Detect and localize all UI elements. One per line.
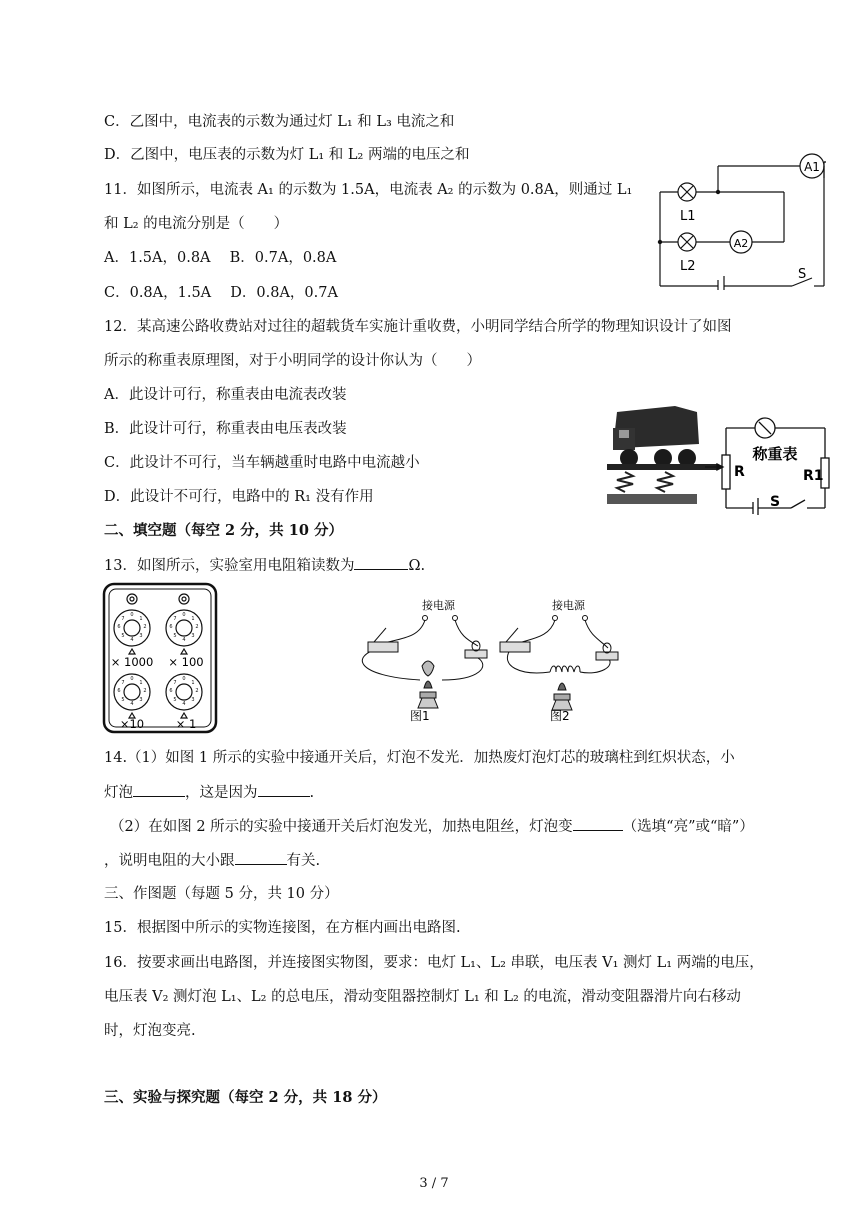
svg-text:6: 6 [169,624,173,630]
svg-text:5: 5 [121,697,125,703]
svg-text:1: 1 [191,680,195,686]
q16-stem-cont: 电压表 V₂ 测灯泡 L₁、L₂ 的总电压，滑动变阻器控制灯 L₁ 和 L₂ 的电流，滑动变阻器滑片向右移动 [104,989,741,1005]
svg-text:0: 0 [130,612,134,618]
fig2-caption: 图2 [550,709,570,723]
q14-text-b: ，这是因为 [185,785,258,801]
svg-text:4: 4 [182,637,186,643]
svg-text:2: 2 [143,688,147,694]
svg-text:3: 3 [191,633,195,639]
q12-option-b: B．此设计可行，称重表由电压表改装 [104,421,347,437]
svg-text:3: 3 [191,697,195,703]
q14-part2-cont [104,850,320,871]
svg-text:5: 5 [173,697,177,703]
q14-experiment-diagrams [350,596,630,726]
svg-text:0: 0 [182,612,186,618]
svg-text:0: 0 [182,676,186,682]
q14-text-f: ，说明电阻的大小跟 [104,853,235,869]
fig1-power-label: 接电源 [422,599,455,612]
svg-text:7: 7 [173,616,177,622]
dial-x1-label: × 1 [175,717,197,731]
svg-text:7: 7 [173,680,177,686]
lamp-l1-label: L1 [680,209,696,224]
svg-text:4: 4 [130,701,134,707]
q15-stem: 15．根据图中所示的实物连接图，在方框内画出电路图. [104,920,461,936]
q14-part2 [110,816,754,837]
ammeter-a1-label: A1 [804,160,820,174]
q14-text-a: 灯泡 [104,785,133,801]
q16-stem: 16．按要求画出电路图，并连接图实物图，要求：电灯 L₁、L₂ 串联，电压表 V₁ 测灯 L₁ 两端的电压， [104,955,764,971]
q11-circuit-diagram [652,150,832,290]
fig2-power-label: 接电源 [552,599,585,612]
q16-stem-cont2: 时，灯泡变亮. [104,1023,196,1039]
q11-stem-cont: 和 L₂ 的电流分别是（ ） [104,216,289,232]
q14-blank-2[interactable] [258,782,310,797]
q14-part1: 14.（1）如图 1 所示的实验中接通开关后，灯泡不发光．加热废灯泡灯芯的玻璃柱到红炽状态，小 [104,750,735,766]
svg-text:4: 4 [130,637,134,643]
switch-s-label: S [798,267,807,282]
svg-text:4: 4 [182,701,186,707]
dial-x1000-label: × 1000 [110,655,154,669]
q14-blank-3[interactable] [573,816,623,831]
svg-text:2: 2 [195,624,199,630]
q11-stem: 11．如图所示，电流表 A₁ 的示数为 1.5A，电流表 A₂ 的示数为 0.8A，则通过 L₁ [104,182,633,198]
q13-text: 13．如图所示，实验室用电阻箱读数为 [104,558,355,574]
resistance-box-diagram [102,582,218,734]
meter-label: 称重表 [752,445,798,463]
section-2-heading: 二、填空题（每空 2 分，共 10 分） [104,522,343,539]
q11-options-ab: A．1.5A，0.8A B．0.7A，0.8A [104,250,337,266]
page-number: 3 / 7 [419,1176,449,1191]
svg-text:3: 3 [139,697,143,703]
dial-x10-label: ×10 [119,717,145,731]
svg-text:6: 6 [117,688,121,694]
resistor-r-label: R [734,464,745,480]
svg-text:7: 7 [121,616,125,622]
q14-text-d: （2）在如图 2 所示的实验中接通开关后灯泡发光，加热电阻丝，灯泡变 [110,819,573,835]
svg-text:2: 2 [143,624,147,630]
q12-weighing-meter-diagram [605,400,837,515]
q12-stem-cont: 所示的称重表原理图，对于小明同学的设计你认为（ ） [104,353,481,369]
q14-blank-4[interactable] [235,850,287,865]
q14-text-e: （选填“亮”或“暗”） [622,819,754,835]
lamp-l2-label: L2 [680,259,696,274]
dial-x100-label: × 100 [168,655,204,669]
q14-text-c: . [309,785,315,801]
q13-blank[interactable] [354,555,408,570]
q13-stem [104,555,425,576]
section-4-heading: 三、实验与探究题（每空 2 分，共 18 分） [104,1089,387,1106]
q10-option-d: D．乙图中，电压表的示数为灯 L₁ 和 L₂ 两端的电压之和 [104,147,470,163]
q12-option-d: D．此设计不可行，电路中的 R₁ 没有作用 [104,489,374,505]
fig1-caption: 图1 [410,709,430,723]
svg-text:6: 6 [117,624,121,630]
q12-option-c: C．此设计不可行，当车辆越重时电路中电流越小 [104,455,420,471]
svg-text:1: 1 [139,616,143,622]
svg-text:6: 6 [169,688,173,694]
svg-text:7: 7 [121,680,125,686]
resistor-r1-label: R1 [803,468,824,484]
q12-stem: 12．某高速公路收费站对过往的超载货车实施计重收费，小明同学结合所学的物理知识设计了如图 [104,319,732,335]
svg-text:3: 3 [139,633,143,639]
q13-unit: Ω. [408,558,426,574]
q12-option-a: A．此设计可行，称重表由电流表改装 [104,387,347,403]
svg-text:0: 0 [130,676,134,682]
svg-text:1: 1 [191,616,195,622]
section-3-heading: 三、作图题（每题 5 分，共 10 分） [104,886,339,902]
q11-options-cd: C．0.8A，1.5A D．0.8A，0.7A [104,285,338,301]
ammeter-a2-label: A2 [733,237,749,250]
svg-text:5: 5 [121,633,125,639]
q14-blank-1[interactable] [133,782,185,797]
switch-label: S [770,494,781,510]
q14-part1-cont [104,782,314,803]
svg-text:1: 1 [139,680,143,686]
svg-text:5: 5 [173,633,177,639]
q14-text-g: 有关. [286,853,321,869]
svg-text:2: 2 [195,688,199,694]
q10-option-c: C．乙图中，电流表的示数为通过灯 L₁ 和 L₃ 电流之和 [104,114,455,130]
truck-illustration [607,406,717,504]
